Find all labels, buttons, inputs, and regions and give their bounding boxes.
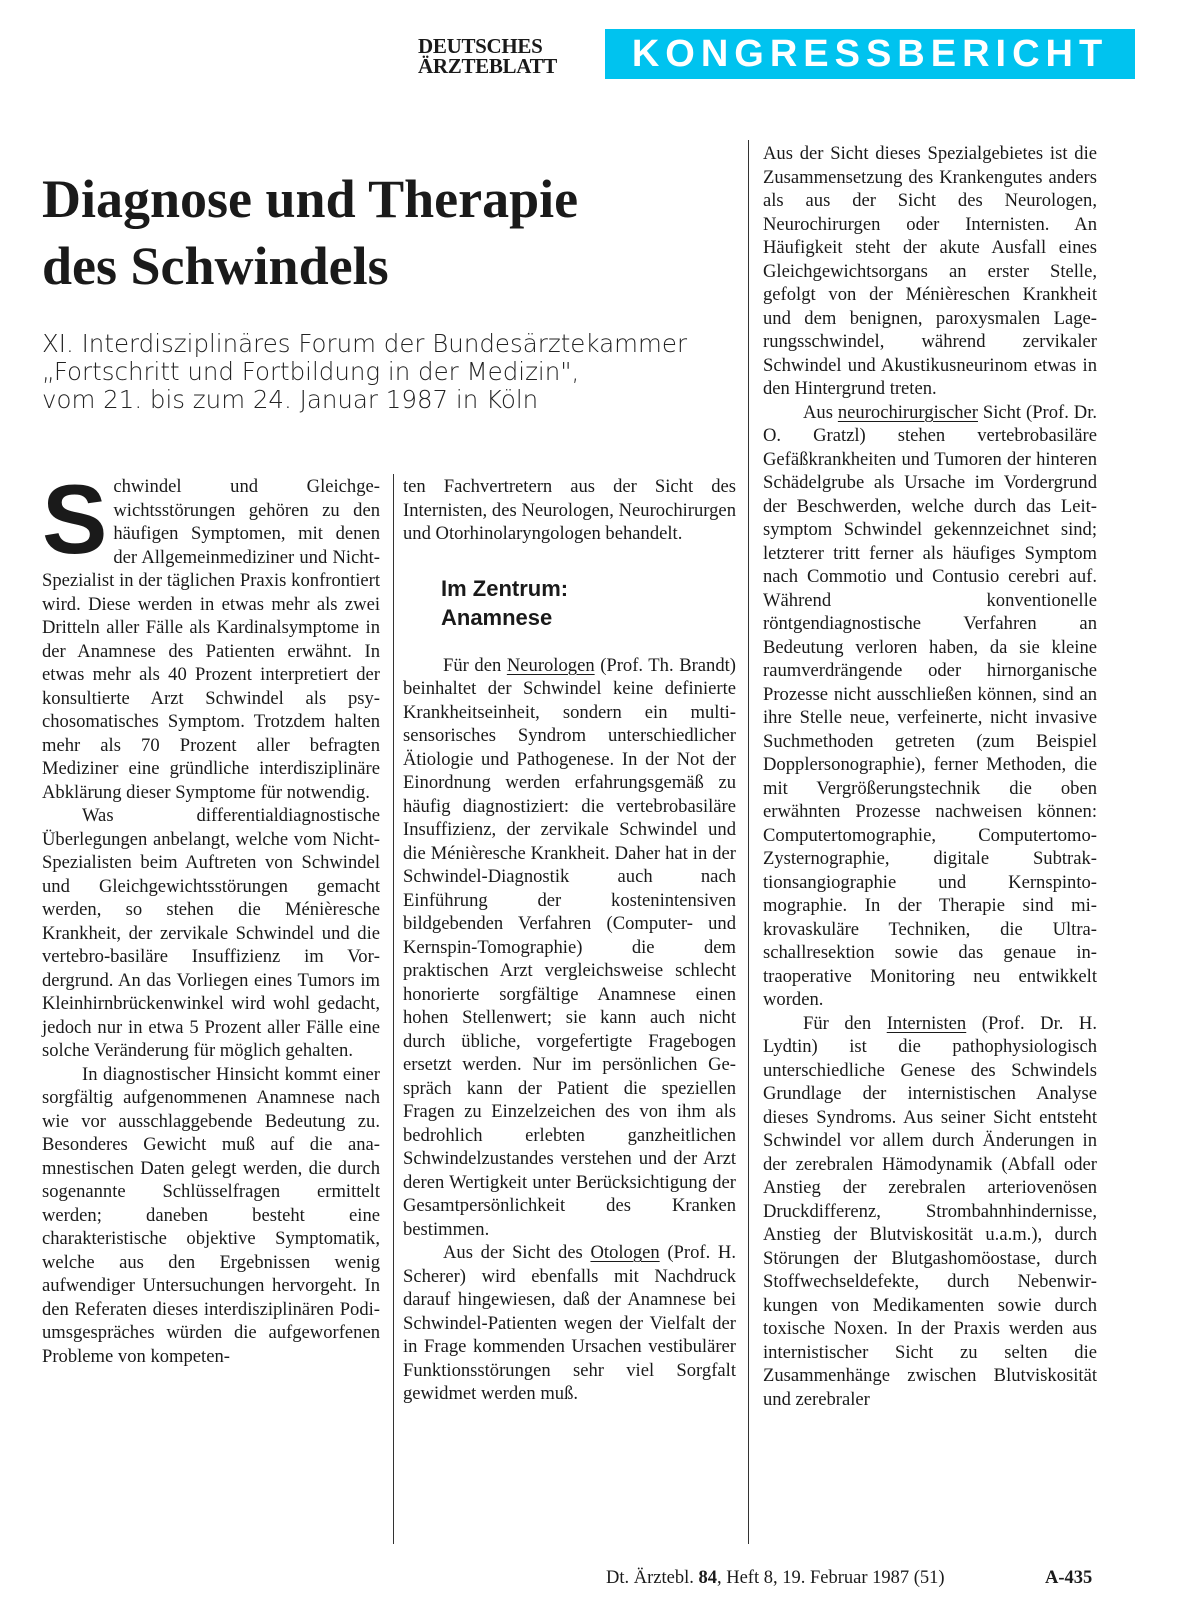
paragraph: Aus der Sicht dieses Spezialgebietes ist die Zusammensetzung des Krankengutes anders als aus der Sicht des Neurologen, Neurochirurgen oder Internisten. An Häufigkeit steht der akute Ausfall eines Gleichgewichtsorgans an erster Stelle, gefolgt von der Ménièreschen Krankheit und dem benignen, paroxysmalen Lagerungsschwindel, während zervikaler Schwindel und Akustikusneurinom etwas in den Hintergrund treten. (763, 143, 1097, 399)
page-number: A-435 (1045, 1568, 1093, 1588)
title-line1: Diagnose und Therapie (42, 169, 579, 229)
underlined-term: Internisten (886, 1012, 967, 1034)
column-divider (748, 140, 749, 1544)
column-divider (393, 474, 394, 1544)
paragraph: In diagnostischer Hinsicht kommt einer sorgfältig aufgenommenen Anamnese nach wie vor ausschlaggebende Bedeutung zu. Besonderes Gewicht muß auf die anamnestischen Daten gelegt werden, die durch sogenannte Schlüsselfragen ermittelt werden; daneben besteht eine charakteristische objektive Symptomatik, welche aus den Ergebnissen wenig aufwendiger Untersuchungen hervorgeht. In den Referaten dieses interdisziplinären Podiumsgespräches würden die aufgeworfenen Probleme von kompeten- (42, 1063, 380, 1367)
underlined-term: Otologen (590, 1242, 660, 1263)
column-3 (763, 142, 1097, 1411)
drop-cap: S (42, 464, 108, 574)
footer-issue: , Heft 8, 19. Februar 1987 (51) (716, 1568, 945, 1588)
title-line2: des Schwindels (42, 236, 389, 296)
page-footer (606, 1568, 945, 1589)
paragraph: Für den Neurologen (Prof. Th. Brandt) beinhaltet der Schwindel keine definierte Krankheitseinheit, sondern ein multi-sensorisches Syndrom unterschiedlicher Ätiologie und Pathogenese. In der Not der Einordnung werden erfahrungsgemäß zu häufig diagnostiziert: die vertebrobasiläre Insuffizienz, der zervikale Schwindel und die Ménièresche Krankheit. Daher hat in der Schwindel-Diagnostik auch nach Einführung der kostenintensiven bildgebenden Verfahren (Computer- und Kernspin-Tomographie) die dem praktischen Arzt vergleichsweise schlecht honorierte sorgfältige Anamnese einen hohen Stellenwert; sie kann auch nicht durch übliche, vorgefertigte Fragebogen ersetzt werden. Nur im persönlichen Gespräch kann der Patient die speziellen Fragen zu Einzelzeichen des von ihm als bedrohlich erlebten ganzheitlichen Schwindelzustandes verstehen und der Arzt deren Wertigkeit unter Berücksichtigung der Gesamtpersönlichkeit des Kranken bestimmen. (403, 654, 736, 1240)
section-subheading: Im Zentrum: Anamnese (441, 575, 569, 630)
column-2 (403, 475, 736, 1406)
underlined-term: neurochirurgischer (837, 401, 978, 423)
article-subtitle (42, 330, 762, 414)
masthead-line2: ÄRZTEBLATT (418, 54, 557, 78)
subtitle-line3: vom 21. bis zum 24. Januar 1987 in Köln (42, 385, 539, 414)
paragraph: ten Fachvertretern aus der Sicht des Internisten, des Neurologen, Neurochirurgen und Otorhinolaryngologen behandelt. (403, 476, 736, 544)
paragraph: Schwindel und Gleichgewichtsstörungen gehören zu den häufigen Symptomen, mit denen der Allgemeinmediziner und Nicht-Spezialist in der täglichen Praxis konfrontiert wird. Diese werden in etwas mehr als zwei Dritteln aller Fälle als Kardinalsymptome in der Anamnese des Patienten erwähnt. In etwas mehr als 40 Prozent interpretiert der konsultierte Arzt Schwindel als psychosomatisches Symptom. Trotzdem halten mehr als 70 Prozent aller befragten Mediziner eine gründliche interdisziplinäre Abklärung dieser Symptome für notwendig. (42, 464, 380, 803)
masthead-line1: DEUTSCHES (418, 34, 543, 58)
subtitle-line1: XI. Interdisziplinäres Forum der Bundesärztekammer (42, 329, 688, 358)
footer-volume: 84 (698, 1568, 717, 1588)
paragraph: Aus neurochirurgischer Sicht (Prof. Dr. O. Gratzl) stehen vertebrobasiläre Gefäßkrankheiten und Tumoren der hinteren Schädelgrube als Ursache im Vordergrund der Beschwerden, welche durch das Leitsymptom Schwindel gekennzeichnet sind; letzterer tritt ferner als häufiges Symptom nach Commotio und Contusio cerebri auf. Während konventionelle röntgendiagnostische Verfahren an Bedeutung verloren haben, da sie kleine raumverdrängende oder hirnorganische Prozesse nicht ausschließen können, sind an ihre Stelle neue, verfeinerte, nicht invasive Suchmethoden getreten (zum Beispiel Dopplersonographie), ferner Methoden, die mit Vergrößerungstechnik die oben erwähnten Prozesse nachweisen können: Computertomographie, Computertomo-Zysternographie, digitale Subtraktionsangiographie und Kernspintomographie. In der Therapie sind mikrovaskuläre Techniken, die Ultraschallresektion sowie das genaue intraoperative Monitoring neu entwikkelt worden. (763, 401, 1098, 1010)
column-1 (42, 464, 380, 1368)
article-title (42, 166, 742, 300)
subtitle-line2: „Fortschritt und Fortbildung in der Medizin", (42, 357, 580, 386)
paragraph: Was differentialdiagnostische Überlegungen anbelangt, welche vom Nicht-Spezialisten beim Auftreten von Schwindel und Gleichgewichtsstörungen gemacht werden, so stehen die Ménièresche Krankheit, der zervikale Schwindel und die vertebro-basiläre Insuffizienz im Vordergrund. An das Vorliegen eines Tumors im Kleinhirnbrückenwinkel wird wohl gedacht, jedoch nur in etwa 5 Prozent aller Fälle eine solche Veränderung für möglich gehalten. (42, 805, 380, 1061)
footer-journal: Dt. Ärztebl. (606, 1568, 694, 1588)
underlined-term: Neurologen (506, 654, 595, 676)
paragraph: Aus der Sicht des Otologen (Prof. H. Scherer) wird ebenfalls mit Nachdruck darauf hingewiesen, daß der Anamnese bei Schwindel-Patienten wegen der Vielfalt der in Frage kommenden Ursachen vestibulärer Funktionsstörungen sehr viel Sorgfalt gewidmet werden muß. (403, 1242, 736, 1404)
masthead-logo (418, 36, 557, 76)
section-banner: KONGRESSBERICHT (605, 29, 1135, 79)
paragraph: Für den Internisten (Prof. Dr. H. Lydtin) ist die pathophysiologisch unterschiedliche Genese des Schwindels Grundlage der internistischen Analyse dieses Syndroms. Aus seiner Sicht entsteht Schwindel vor allem durch Änderungen in der zerebralen Hämodynamik (Abfall oder Anstieg der zerebralen arteriovenösen Druckdifferenz, Strombahnhindernisse, Anstieg der Blutviskosität u.a.m.), durch Störungen der Blutgashomöostase, durch Stoffwechseldefekte, durch Nebenwirkungen von Medikamenten sowie durch toxische Noxen. In der Praxis werden aus internistischer Sicht zu selten die Zusammenhänge zwischen Blutviskosität und zerebraler (763, 1012, 1097, 1410)
